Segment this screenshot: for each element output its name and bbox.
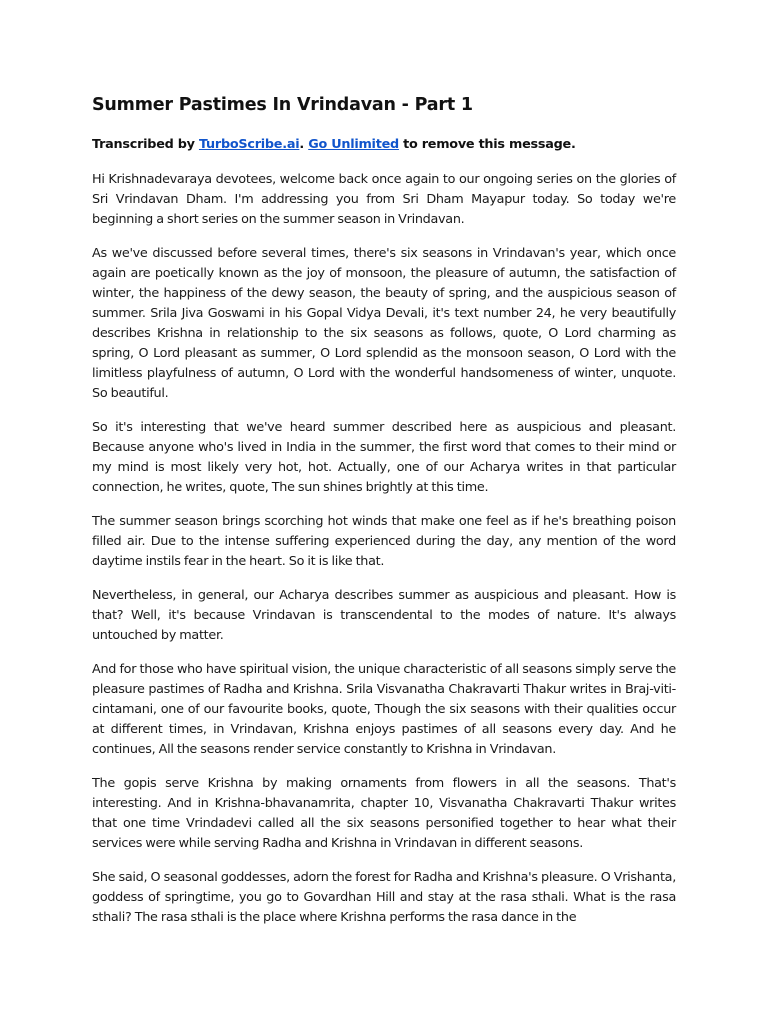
- paragraph: She said, O seasonal goddesses, adorn the forest for Radha and Krishna's pleasure. O Vrishanta, goddess of springtime, you go to Govardhan Hill and stay at the rasa sthali. What is the rasa sthali? The rasa sthali is the place where Krishna performs the rasa dance in the: [92, 870, 676, 925]
- notice-prefix: Transcribed by: [92, 137, 199, 152]
- paragraph: As we've discussed before several times, there's six seasons in Vrindavan's year, which once again are poetically known as the joy of monsoon, the pleasure of autumn, the satisfaction of winter, the happiness of the dewy season, the beauty of spring, and the auspicious season of summer. Srila Jiva Goswami in his Gopal Vidya Devali, it's text number 24, he very beautifully describes Krishna in relationship to the six seasons as follows, quote, O Lord charming as spring, O Lord pleasant as summer, O Lord splendid as the monsoon season, O Lord with the limitless playfulness of autumn, O Lord with the wonderful handsomeness of winter, unquote. So beautiful.: [92, 246, 676, 401]
- go-unlimited-link[interactable]: Go Unlimited: [308, 137, 399, 152]
- paragraph: Nevertheless, in general, our Acharya describes summer as auspicious and pleasant. How is that? Well, it's because Vrindavan is transcendental to the modes of nature. It's always untouched by matter.: [92, 588, 676, 643]
- notice-suffix: to remove this message.: [398, 137, 576, 152]
- document-title: Summer Pastimes In Vrindavan - Part 1: [92, 95, 473, 115]
- paragraph: Hi Krishnadevaraya devotees, welcome back once again to our ongoing series on the glories of Sri Vrindavan Dham. I'm addressing you from Sri Dham Mayapur today. So today we're beginning a short series on the summer season in Vrindavan.: [92, 172, 676, 227]
- paragraph: And for those who have spiritual vision, the unique characteristic of all seasons simply serve the pleasure pastimes of Radha and Krishna. Srila Visvanatha Chakravarti Thakur writes in Braj-viti-cintamani, one of our favourite books, quote, Though the six seasons with their qualities occur at different times, in Vrindavan, Krishna enjoys pastimes of all seasons every day. And he continues, All the seasons render service constantly to Krishna in Vrindavan.: [92, 662, 676, 757]
- notice-separator: .: [299, 137, 309, 152]
- paragraph: The gopis serve Krishna by making ornaments from flowers in all the seasons. That's interesting. And in Krishna-bhavanamrita, chapter 10, Visvanatha Chakravarti Thakur writes that one time Vrindadevi called all the six seasons personified together to hear what their services were while serving Radha and Krishna in Vrindavan in different seasons.: [92, 776, 676, 851]
- paragraph: The summer season brings scorching hot winds that make one feel as if he's breathing poison filled air. Due to the intense suffering experienced during the day, any mention of the word daytime instils fear in the heart. So it is like that.: [92, 514, 676, 569]
- turboscribe-link[interactable]: TurboScribe.ai: [198, 137, 300, 152]
- document-page: [92, 93, 676, 942]
- paragraph: So it's interesting that we've heard summer described here as auspicious and pleasant. Because anyone who's lived in India in the summer, the first word that comes to their mind or my mind is most likely very hot, hot. Actually, one of our Acharya writes in that particular connection, he writes, quote, The sun shines brightly at this time.: [92, 420, 676, 495]
- transcription-notice: [92, 135, 676, 155]
